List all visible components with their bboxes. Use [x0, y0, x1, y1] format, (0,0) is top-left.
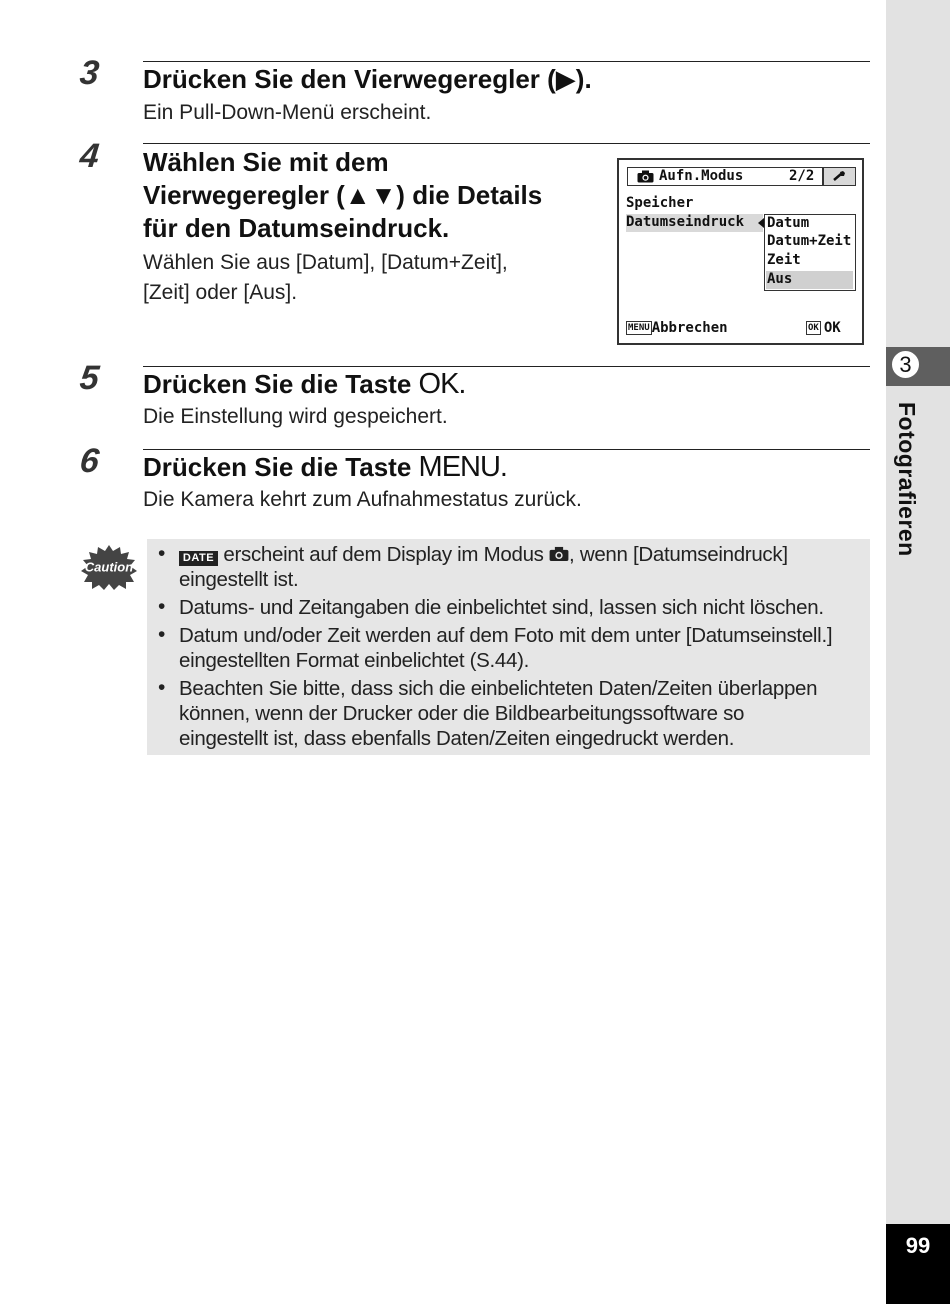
bullet-2-marker: • [158, 595, 166, 618]
step-number-6: 6 [78, 442, 101, 480]
camera-icon [637, 170, 654, 183]
chapter-sidebar [886, 0, 950, 1304]
step-4-desc-line-2: [Zeit] oder [Aus]. [143, 281, 298, 304]
caution-bullet-4-line-2: können, wenn der Drucker oder die Bildbearbeitungssoftware so [179, 702, 745, 725]
step-4-desc-line-1: Wählen Sie aus [Datum], [Datum+Zeit], [143, 251, 508, 274]
caution-bullet-3-line-1: Datum und/oder Zeit werden auf dem Foto mit dem unter [Datumseinstell.] [179, 624, 833, 647]
chapter-number: 3 [890, 349, 921, 380]
camera-icon [549, 546, 569, 562]
step-number-4: 4 [78, 137, 101, 175]
step-4-title-line-1: Wählen Sie mit dem [143, 147, 389, 177]
bullet-1-marker: • [158, 542, 166, 565]
camera-row-speicher: Speicher [626, 195, 694, 211]
page-number: 99 [886, 1224, 950, 1304]
step-divider [143, 61, 870, 62]
camera-dropdown [764, 214, 856, 291]
caution-bullet-1: DATE erscheint auf dem Display im Modus , wenn [Datumseindruck] [179, 542, 867, 567]
camera-page-indicator: 2/2 [789, 168, 815, 184]
step-3-title: Drücken Sie den Vierwegeregler (▶). [143, 64, 592, 94]
camera-ok-hint [806, 320, 841, 336]
camera-screen [617, 158, 864, 345]
step-divider [143, 143, 870, 144]
camera-option-zeit: Zeit [767, 252, 801, 268]
ok-key-label: OK. [418, 368, 466, 400]
step-divider [143, 366, 870, 367]
bullet-4-marker: • [158, 676, 166, 699]
camera-tab-title: Aufn.Modus [659, 168, 744, 184]
chapter-title: Fotografieren [894, 402, 920, 557]
caution-bullet-1-line-2: eingestellt ist. [179, 568, 299, 591]
wrench-icon [823, 167, 856, 186]
step-4-title-line-2: Vierwegeregler (▲▼) die Details [143, 180, 543, 210]
step-5-desc: Die Einstellung wird gespeichert. [143, 405, 448, 428]
camera-option-aus: Aus [767, 271, 793, 287]
caution-bullet-4-line-3: eingestellt ist, dass ebenfalls Daten/Zeiten eingedruckt werden. [179, 727, 735, 750]
step-6-title: Drücken Sie die Taste MENU. [143, 451, 507, 483]
caution-icon [80, 544, 138, 590]
step-4-title-line-3: für den Datumseindruck. [143, 213, 450, 243]
caution-bullet-2: Datums- und Zeitangaben die einbelichtet sind, lassen sich nicht löschen. [179, 596, 824, 619]
camera-option-datum-zeit: Datum+Zeit [767, 233, 852, 249]
camera-ok-label: OK [823, 320, 841, 336]
step-divider [143, 449, 870, 450]
camera-cancel-hint [626, 320, 728, 336]
caution-bullet-3-line-2: eingestellten Format einbelichtet (S.44). [179, 649, 530, 672]
camera-tab-active [627, 167, 823, 186]
caution-bullet-4-line-1: Beachten Sie bitte, dass sich die einbelichteten Daten/Zeiten überlappen [179, 677, 818, 700]
date-icon: DATE [179, 551, 218, 566]
ok-key-icon: OK [808, 323, 819, 333]
svg-text:Caution: Caution [84, 559, 134, 575]
bullet-3-marker: • [158, 623, 166, 646]
camera-cancel-label: Abbrechen [651, 320, 728, 336]
step-6-desc: Die Kamera kehrt zum Aufnahmestatus zurück. [143, 488, 582, 511]
camera-row-datumseindruck: Datumseindruck [626, 214, 745, 230]
step-number-5: 5 [78, 359, 101, 397]
step-number-3: 3 [78, 54, 101, 92]
menu-key-icon: MENU [628, 323, 650, 333]
menu-key-label: MENU. [418, 451, 507, 483]
step-3-desc: Ein Pull-Down-Menü erscheint. [143, 101, 432, 124]
camera-option-datum: Datum [767, 215, 810, 231]
step-5-title: Drücken Sie die Taste OK. [143, 368, 466, 400]
